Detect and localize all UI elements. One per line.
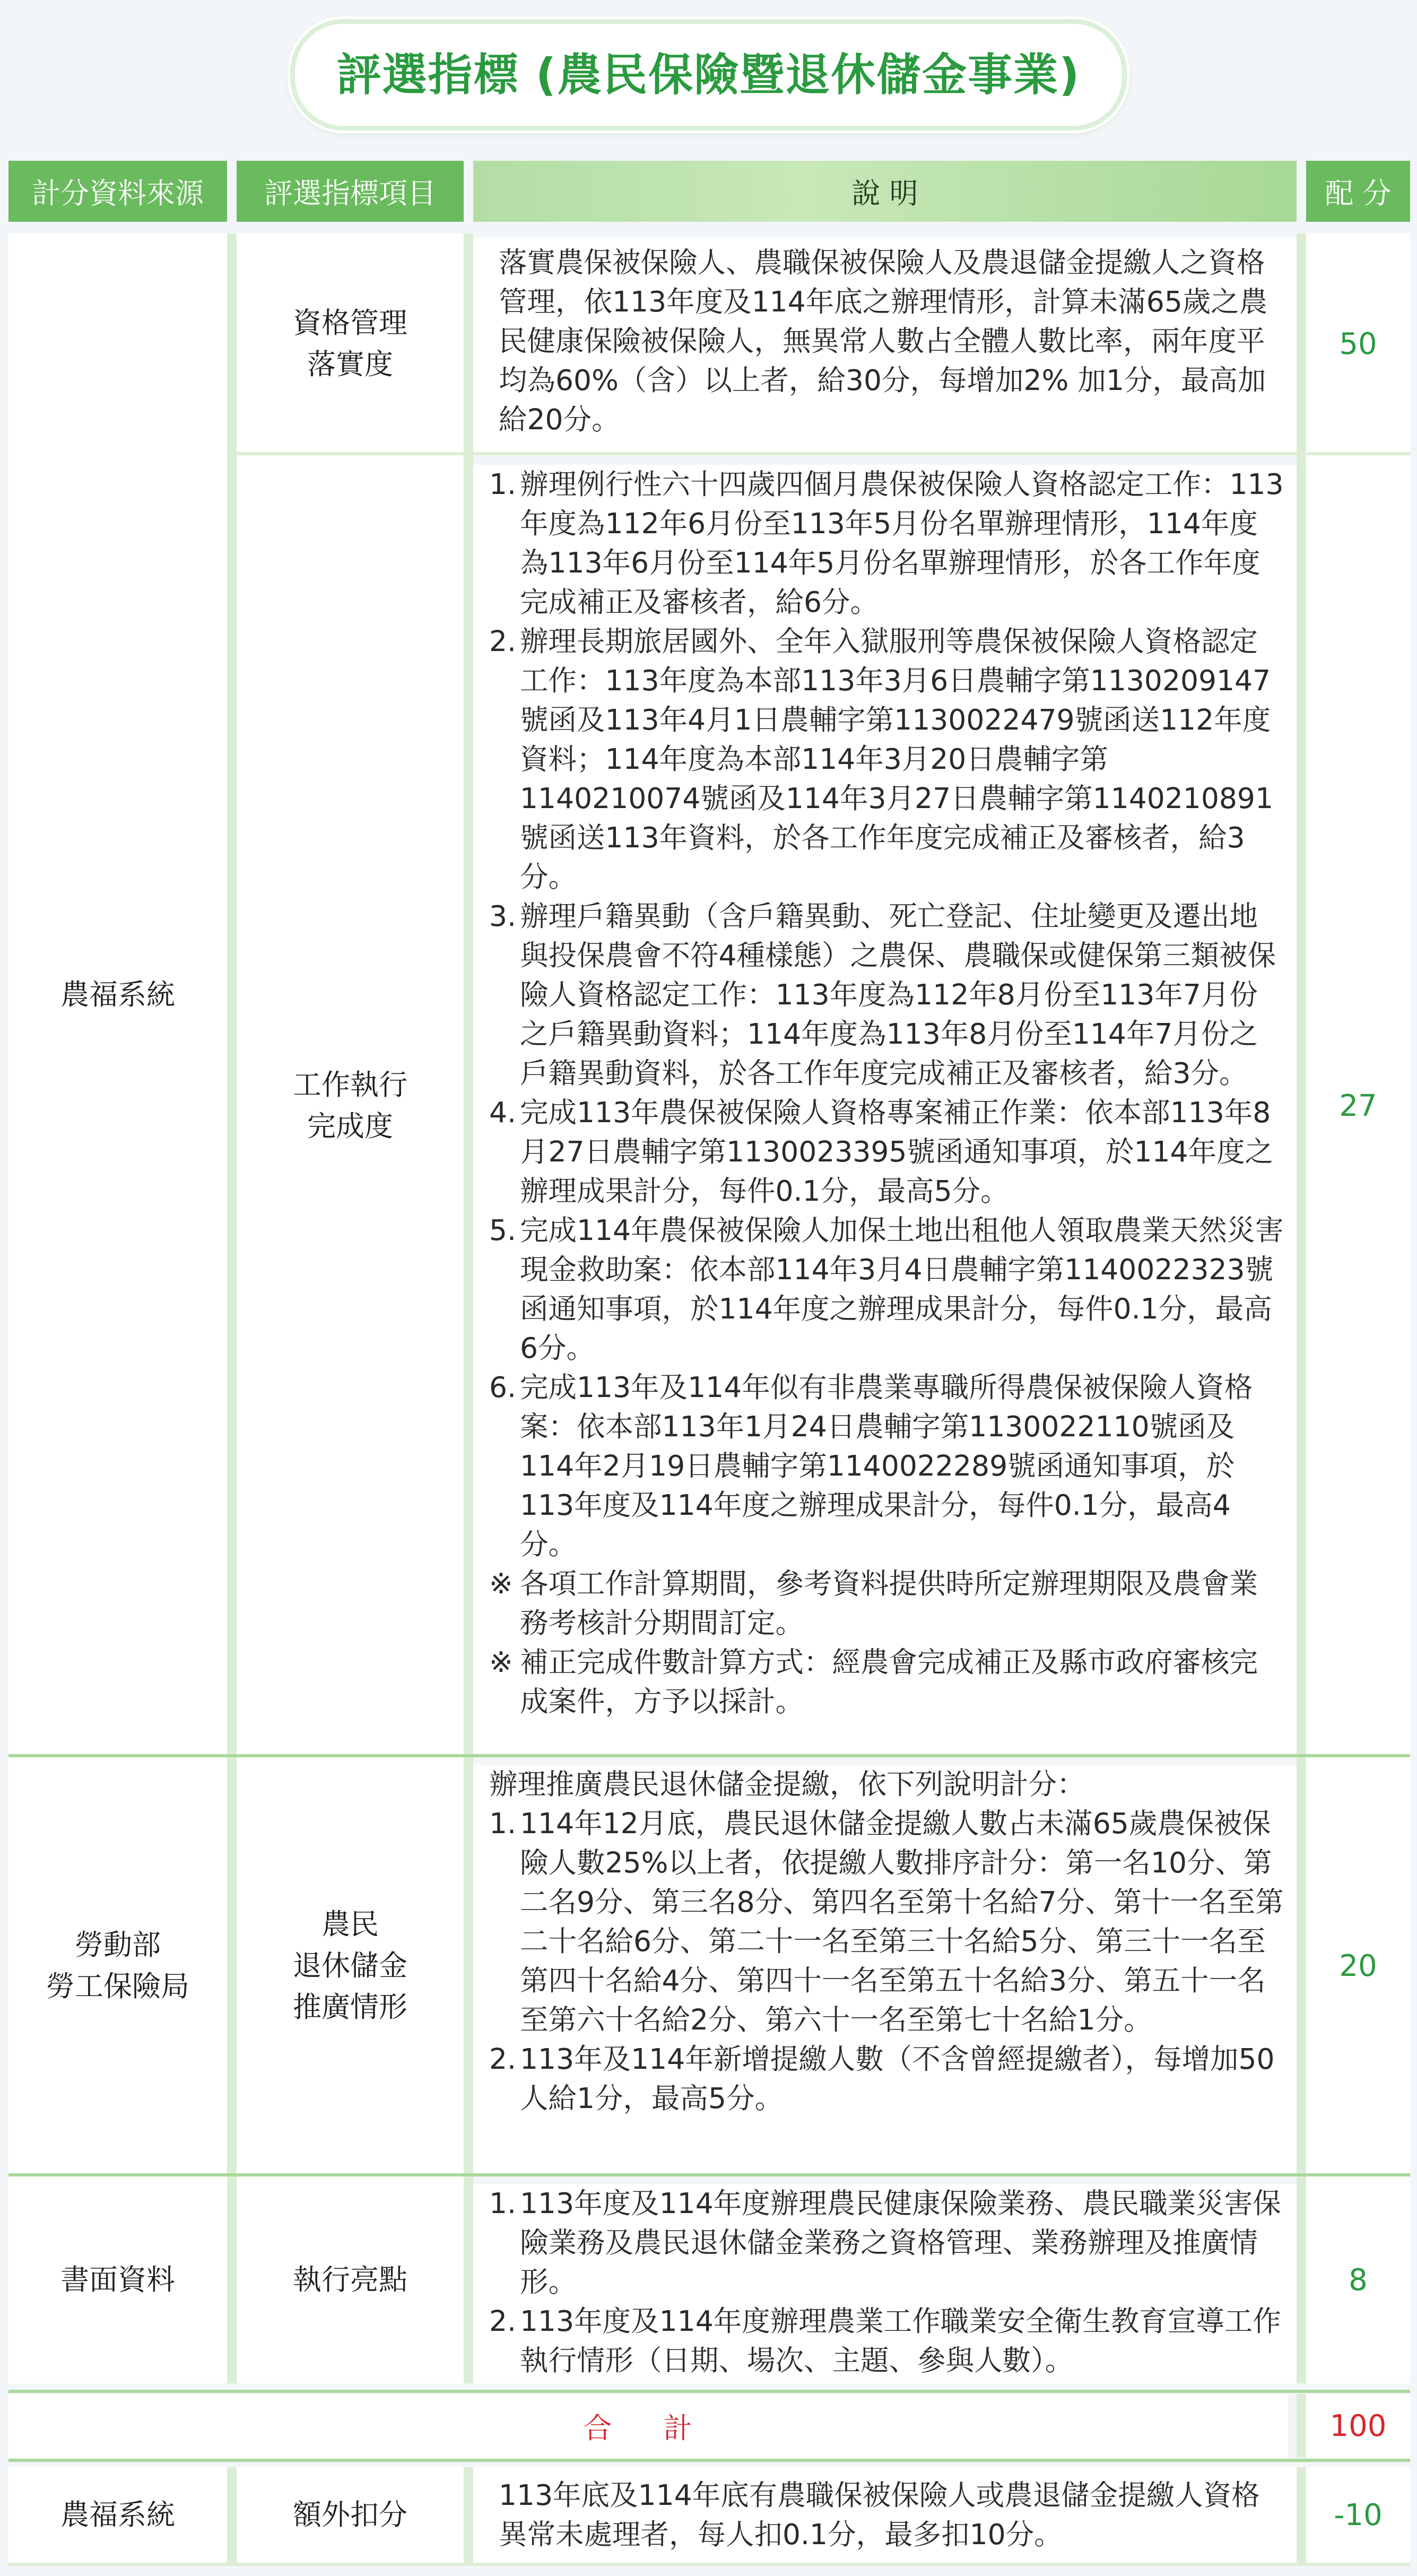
divider bbox=[464, 2467, 473, 2563]
header-source: 計分資料來源 bbox=[8, 161, 227, 222]
header-item: 評選指標項目 bbox=[237, 161, 464, 222]
score-value: 8 bbox=[1349, 2262, 1368, 2297]
list-item bbox=[489, 1643, 1286, 1721]
list-number: 1. bbox=[489, 467, 517, 501]
list-item bbox=[489, 2040, 1286, 2118]
source-cell bbox=[8, 233, 227, 1756]
total-label: 合 計 bbox=[8, 2394, 1288, 2458]
item-label: 執行亮點 bbox=[293, 2262, 407, 2296]
description-cell bbox=[473, 1765, 1297, 2173]
list-text: 113年度及114年度辦理農民健康保險業務、農民職業災害保險業務及農民退休儲金業務之資格管理、業務辦理及推廣情形。 bbox=[520, 2187, 1281, 2299]
item-cell bbox=[237, 2467, 464, 2563]
title-area bbox=[0, 19, 1417, 131]
score-cell bbox=[1306, 2467, 1410, 2563]
score-cell bbox=[1306, 2176, 1410, 2383]
total-score bbox=[1306, 2394, 1410, 2458]
description-list bbox=[489, 465, 1286, 1721]
header-score: 配 分 bbox=[1306, 161, 1410, 222]
description-cell bbox=[473, 2467, 1297, 2563]
score-value: 20 bbox=[1339, 1948, 1377, 1983]
list-item bbox=[489, 465, 1286, 622]
item-label: 農民 退休儲金 推廣情形 bbox=[293, 1907, 407, 2024]
description-cell bbox=[473, 238, 1297, 454]
divider bbox=[1297, 233, 1306, 2383]
description-cell bbox=[473, 465, 1297, 1754]
list-text: 完成113年農保被保險人資格專案補正作業：依本部113年8月27日農輔字第1130023395號函通知事項，於114年度之辦理成果計分，每件0.1分，最高5分。 bbox=[520, 1096, 1274, 1208]
list-item bbox=[489, 2184, 1286, 2302]
list-number: 2. bbox=[489, 625, 517, 658]
list-number: ※ bbox=[489, 1645, 513, 1679]
list-item bbox=[489, 1368, 1286, 1564]
score-cell bbox=[1306, 233, 1410, 454]
list-text: 各項工作計算期間，參考資料提供時所定辦理期限及農會業務考核計分期間訂定。 bbox=[520, 1567, 1258, 1640]
page-title: 評選指標 (農民保險暨退休儲金事業) bbox=[290, 19, 1126, 131]
item-label: 工作執行 完成度 bbox=[293, 1068, 407, 1143]
description-text: 落實農保被保險人、農職保被保險人及農退儲金提繳人之資格管理，依113年度及114年底之辦理情形，計算未滿65歲之農民健康保險被保險人，無異常人數占全體人數比率，兩年度平均為60%（含）以上者，給30分，每增加2% 加1分，最高加給20分。 bbox=[499, 246, 1268, 436]
list-text: 完成113年及114年似有非農業專職所得農保被保險人資格案：依本部113年1月24日農輔字第1130022110號函及114年2月19日農輔字第1140022289號函通知事項，於113年度及114年度之辦理成果計分，每件0.1分，最高4分。 bbox=[520, 1371, 1253, 1561]
list-number: ※ bbox=[489, 1567, 513, 1600]
table-header bbox=[8, 161, 1410, 222]
item-label: 額外扣分 bbox=[293, 2497, 407, 2531]
source-label: 勞動部 勞工保險局 bbox=[46, 1928, 189, 2003]
source-cell bbox=[8, 1757, 227, 2174]
row-divider bbox=[8, 2459, 1410, 2462]
source-label: 書面資料 bbox=[60, 2262, 175, 2296]
divider bbox=[464, 233, 473, 2383]
divider bbox=[227, 2467, 237, 2563]
source-cell bbox=[8, 2467, 227, 2563]
list-text: 完成114年農保被保險人加保土地出租他人領取農業天然災害現金救助案：依本部114年3月4日農輔字第1140022323號函通知事項，於114年度之辦理成果計分，每件0.1分，最高6分。 bbox=[520, 1213, 1284, 1365]
list-text: 113年度及114年度辦理農業工作職業安全衛生教育宣導工作執行情形（日期、場次、主題、參與人數）。 bbox=[520, 2304, 1281, 2377]
item-cell bbox=[237, 233, 464, 454]
list-text: 辦理例行性六十四歲四個月農保被保險人資格認定工作：113年度為112年6月份至113年5月份名單辦理情形，114年度為113年6月份至114年5月份名單辦理情形，於各工作年度完成補正及審核者，給6分。 bbox=[520, 467, 1284, 619]
list-number: 6. bbox=[489, 1371, 517, 1404]
list-item bbox=[489, 2302, 1286, 2380]
score-cell bbox=[1306, 1757, 1410, 2174]
description-list bbox=[489, 1804, 1286, 2118]
description-list bbox=[489, 2184, 1286, 2380]
divider bbox=[1297, 2467, 1306, 2563]
list-item bbox=[489, 1804, 1286, 2040]
list-item bbox=[489, 622, 1286, 897]
list-text: 辦理長期旅居國外、全年入獄服刑等農保被保險人資格認定工作：113年度為本部113年3月6日農輔字第1130209147號函及113年4月1日農輔字第1130022479號函送112年度資料；114年度為本部114年3月20日農輔字第1140210074號函及114年3月27日農輔字第1140210891號函送113年資料，於各工作年度完成補正及審核者，給3分。 bbox=[520, 625, 1273, 894]
item-cell bbox=[237, 2176, 464, 2383]
list-text: 113年及114年新增提繳人數（不含曾經提繳者），每增加50人給1分，最高5分。 bbox=[520, 2042, 1275, 2115]
score-value: -10 bbox=[1334, 2497, 1383, 2532]
description-cell bbox=[473, 2184, 1297, 2383]
description-text: 113年底及114年底有農職保被保險人或農退儲金提繳人資格異常未處理者，每人扣0.1分，最多扣10分。 bbox=[499, 2478, 1260, 2551]
divider bbox=[227, 233, 237, 2383]
divider bbox=[1297, 2394, 1306, 2458]
item-cell bbox=[237, 1757, 464, 2174]
row-divider bbox=[8, 2390, 1410, 2393]
list-item bbox=[489, 897, 1286, 1093]
list-text: 辦理戶籍異動（含戶籍異動、死亡登記、住址變更及遷出地與投保農會不符4種樣態）之農保、農職保或健保第三類被保險人資格認定工作：113年度為112年8月份至113年7月份之戶籍異動資料；114年度為113年8月份至114年7月份之戶籍異動資料，於各工作年度完成補正及審核者，給3分。 bbox=[520, 899, 1276, 1090]
score-cell bbox=[1306, 455, 1410, 1756]
source-cell bbox=[8, 2176, 227, 2383]
row-divider bbox=[8, 2563, 1410, 2566]
list-text: 補正完成件數計算方式：經農會完成補正及縣市政府審核完成案件，方予以採計。 bbox=[520, 1645, 1258, 1718]
score-value: 27 bbox=[1339, 1088, 1377, 1123]
description-intro: 辦理推廣農民退休儲金提繳，依下列說明計分： bbox=[489, 1767, 1085, 1801]
list-item bbox=[489, 1093, 1286, 1211]
header-description: 說 明 bbox=[473, 161, 1297, 222]
list-number: 3. bbox=[489, 899, 517, 933]
item-cell bbox=[237, 455, 464, 1756]
list-item bbox=[489, 1211, 1286, 1368]
score-value: 50 bbox=[1339, 326, 1377, 361]
list-item bbox=[489, 1564, 1286, 1643]
source-label: 農福系統 bbox=[60, 2497, 175, 2531]
list-number: 4. bbox=[489, 1096, 517, 1129]
source-label: 農福系統 bbox=[60, 977, 175, 1011]
item-label: 資格管理 落實度 bbox=[293, 306, 407, 381]
total-score-value: 100 bbox=[1329, 2408, 1387, 2443]
list-number: 5. bbox=[489, 1213, 517, 1247]
list-number: 2. bbox=[489, 2042, 517, 2076]
list-number: 2. bbox=[489, 2304, 517, 2338]
list-number: 1. bbox=[489, 2187, 517, 2220]
list-text: 114年12月底，農民退休儲金提繳人數占未滿65歲農保被保險人數25%以上者，依提繳人數排序計分：第一名10分、第二名9分、第三名8分、第四名至第十名給7分、第十一名至第二十名給6分、第二十一名至第三十名給5分、第三十一名至第四十名給4分、第四十一名至第五十名給3分、第五十一名至第六十名給2分、第六十一名至第七十名給1分。 bbox=[520, 1807, 1284, 2036]
list-number: 1. bbox=[489, 1807, 517, 1840]
